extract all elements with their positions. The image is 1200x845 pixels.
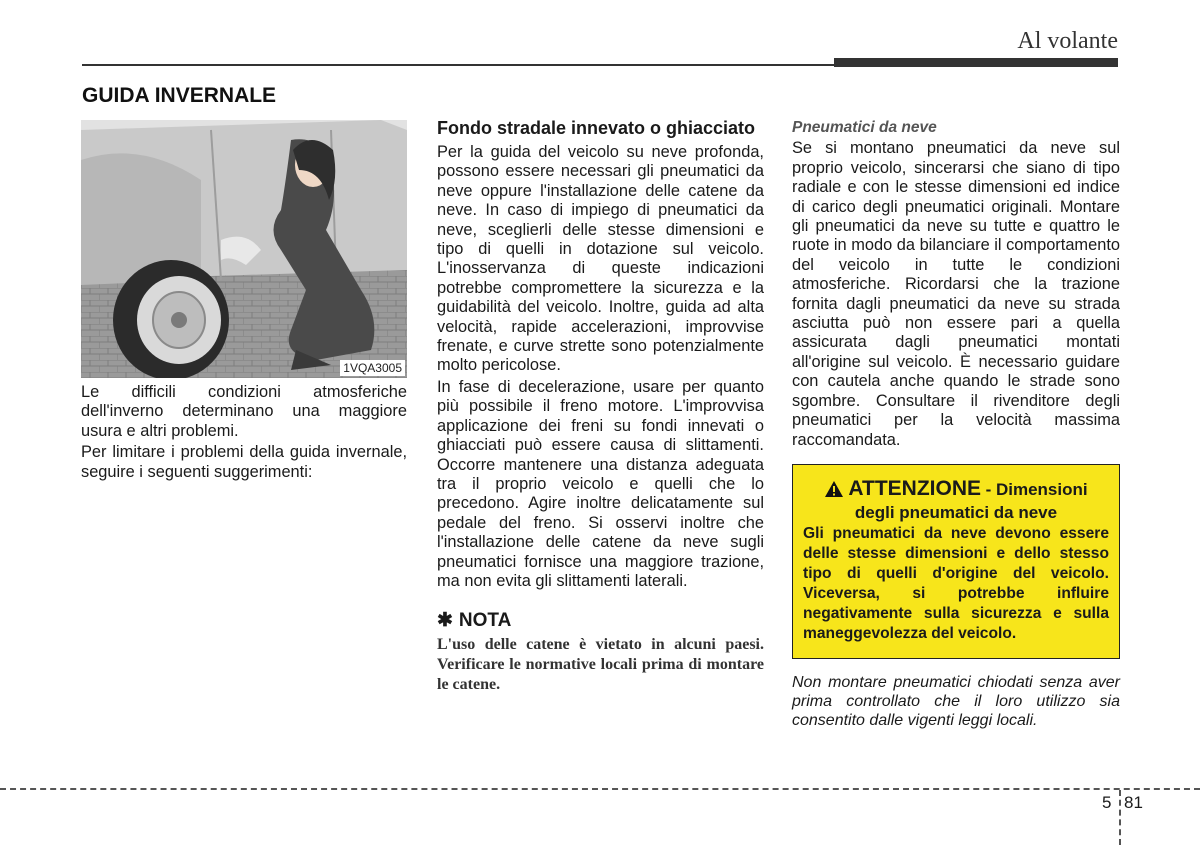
header-rule xyxy=(82,64,838,66)
warning-header xyxy=(803,476,1109,524)
page-divider xyxy=(1119,790,1121,845)
chapter-number: 5 xyxy=(1102,793,1112,812)
page-number: 81 xyxy=(1124,793,1143,812)
nota-heading xyxy=(437,611,764,630)
figure-code: 1VQA3005 xyxy=(340,360,405,376)
warning-triangle-icon xyxy=(824,480,844,503)
asterisk-icon: ✱ xyxy=(437,610,453,632)
middle-paragraph-1: Per la guida del veicolo su neve profonda, possono essere necessari gli pneumatici da neve oppure l'installazione delle catene da neve. In caso di impiego di pneumatici da neve, sceglierli delle stesse dimensioni e tipo di quelli in dotazione sul veicolo. L'inosservanza di queste indicazioni potrebbe compromettere la sicurezza e la guidabilità del veicolo. Inoltre, guida ad alta velocità, rapide accelerazioni, improvvise frenate, e curve strette sono potenzialmente molto pericolose. xyxy=(437,143,764,375)
right-paragraph: Se si montano pneumatici da neve sul proprio veicolo, sincerarsi che siano di tipo radiale e con le stesse dimensioni ed indice di carico degli pneumatici originali. Montare gli pneumatici da neve su tutte e quattro le ruote in modo da bilanciare il comportamento del veicolo in tutte le condizioni atmosferiche. Ricordarsi che la trazione fornita dagli pneumatici da neve su strada asciutta può non essere pari a quella assicurata dagli pneumatici montati all'origine sul veicolo. È necessario guidare con cautela anche quando le strade sono sgombre. Consultare il rivenditore degli pneumatici per la velocità massima raccomandata. xyxy=(792,139,1120,449)
right-column xyxy=(792,118,1120,732)
section-title: GUIDA INVERNALE xyxy=(82,84,277,107)
chapter-title: Al volante xyxy=(1017,28,1118,54)
middle-paragraph-2: In fase di decelerazione, usare per quanto più possibile il freno motore. L'improvvisa applicazione dei freni su fondi innevati o ghiacciati può essere causa di slittamenti. Occorre mantenere una distanza adeguata tra il proprio veicolo e quelli che lo precedono. Agire inoltre delicatamente sul pedale del freno. Si osservi inoltre che l'installazione delle catene da neve sugli pneumatici fornisce una maggiore trazione, ma non evita gli slittamenti laterali. xyxy=(437,377,764,590)
nota-label: NOTA xyxy=(458,610,512,632)
car-wheel-illustration xyxy=(81,120,407,378)
left-paragraph-2: Per limitare i problemi della guida invernale, seguire i seguenti suggerimenti: xyxy=(81,443,407,481)
middle-column xyxy=(437,118,764,697)
warning-box xyxy=(792,464,1120,659)
warning-subtitle-1: - Dimensioni xyxy=(985,479,1088,499)
snow-tires-heading: Pneumatici da neve xyxy=(792,119,937,136)
warning-label: ATTENZIONE xyxy=(848,476,982,500)
warning-text: Gli pneumatici da neve devono essere delle stesse dimensioni e dello stesso tipo di quelli d'origine del veicolo. Viceversa, si potrebbe influire negativamente sulla sicurezza e sulla maneggevolezza del veicolo. xyxy=(803,524,1109,642)
footer-rule xyxy=(0,788,1200,790)
left-column xyxy=(81,383,407,484)
subsection-title: Fondo stradale innevato o ghiacciato xyxy=(437,118,756,138)
nota-text: L'uso delle catene è vietato in alcuni paesi. Verificare le normative locali prima di montare le catene. xyxy=(437,635,764,693)
header-rule-bar xyxy=(834,58,1118,67)
left-paragraph-1: Le difficili condizioni atmosferiche dell'inverno determinano una maggiore usura e altri problemi. xyxy=(81,383,407,440)
warning-subtitle-2: degli pneumatici da neve xyxy=(854,503,1058,523)
studded-tires-note: Non montare pneumatici chiodati senza aver prima controllato che il loro utilizzo sia consentito dalle vigenti leggi locali. xyxy=(792,673,1120,729)
illustration-woman-installing-snow-chain xyxy=(81,120,407,378)
